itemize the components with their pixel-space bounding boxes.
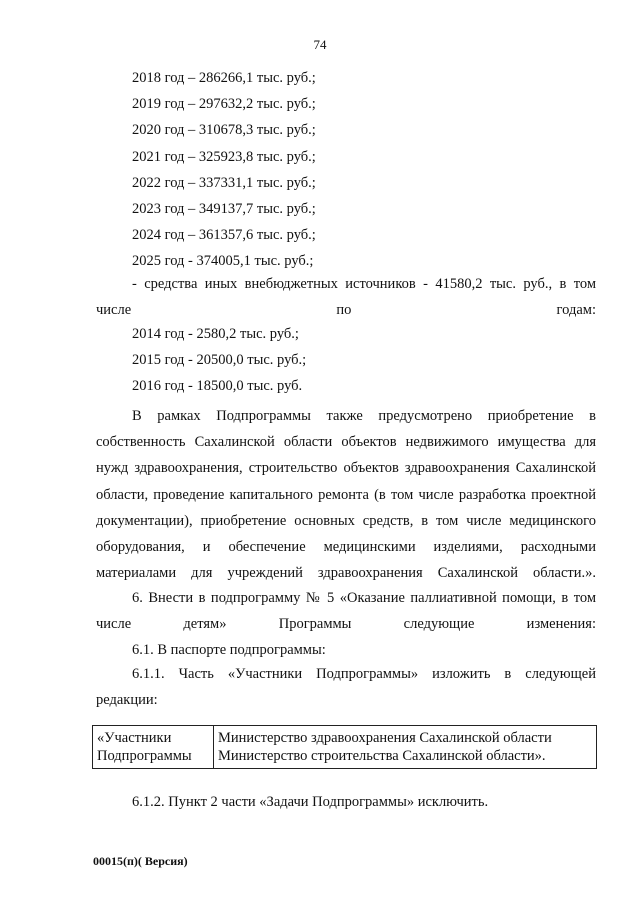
cell-line: Министерство здравоохранения Сахалинской области <box>218 730 552 746</box>
year-line: 2021 год – 325923,8 тыс. руб.; <box>132 148 316 165</box>
year-line: 2018 год – 286266,1 тыс. руб.; <box>132 70 316 86</box>
item-6-paragraph: 6. Внести в подпрограмму № 5 «Оказание паллиативной помощи, в том числе детям» Программы следующие изменения: <box>96 590 596 633</box>
item-6-1: 6.1. В паспорте подпрограммы: <box>132 642 326 658</box>
page-number: 74 <box>313 37 327 52</box>
year-line: 2023 год – 349137,7 тыс. руб.; <box>132 201 316 217</box>
cell-line: Подпрограммы <box>97 748 192 764</box>
year-line: 2014 год - 2580,2 тыс. руб.; <box>132 326 299 342</box>
year-line: 2016 год - 18500,0 тыс. руб. <box>132 378 303 395</box>
year-line: 2024 год – 361357,6 тыс. руб.; <box>132 227 316 244</box>
extrabudget-paragraph: - средства иных внебюджетных источников - 41580,2 тыс. руб., в том числе по годам: <box>96 276 596 319</box>
item-6-1-1-paragraph: 6.1.1. Часть «Участники Подпрограммы» изложить в следующей редакции: <box>96 666 596 709</box>
subprogram-paragraph: В рамках Подпрограммы также предусмотрено приобретение в собственность Сахалинской области объектов недвижимого имущества для нужд здравоохранения, строительство объектов здравоохранения Сахалинской области, проведение капитального ремонта (в том числе разработка проектной документации), приобретение основных средств, в том числе медицинского оборудования, и обеспечение медицинскими изделиями, расходными материалами для учреждений здравоохранения Сахалинской области.». <box>96 408 596 582</box>
year-line: 2022 год – 337331,1 тыс. руб.; <box>132 174 316 191</box>
table-row <box>93 726 597 769</box>
year-line: 2015 год - 20500,0 тыс. руб.; <box>132 352 307 369</box>
item-6-1-2: 6.1.2. Пункт 2 части «Задачи Подпрограммы» исключить. <box>132 794 489 810</box>
year-line: 2025 год - 374005,1 тыс. руб.; <box>132 253 314 270</box>
cell-line: Министерство строительства Сахалинской области». <box>218 748 546 764</box>
participants-table <box>92 725 597 769</box>
year-line: 2020 год – 310678,3 тыс. руб.; <box>132 122 316 139</box>
year-line: 2019 год – 297632,2 тыс. руб.; <box>132 96 316 113</box>
table-cell-value <box>214 726 597 769</box>
cell-line: «Участники <box>97 730 172 746</box>
table-cell-label <box>93 726 214 769</box>
footer-version: 00015(п)( Версия) <box>93 854 188 868</box>
